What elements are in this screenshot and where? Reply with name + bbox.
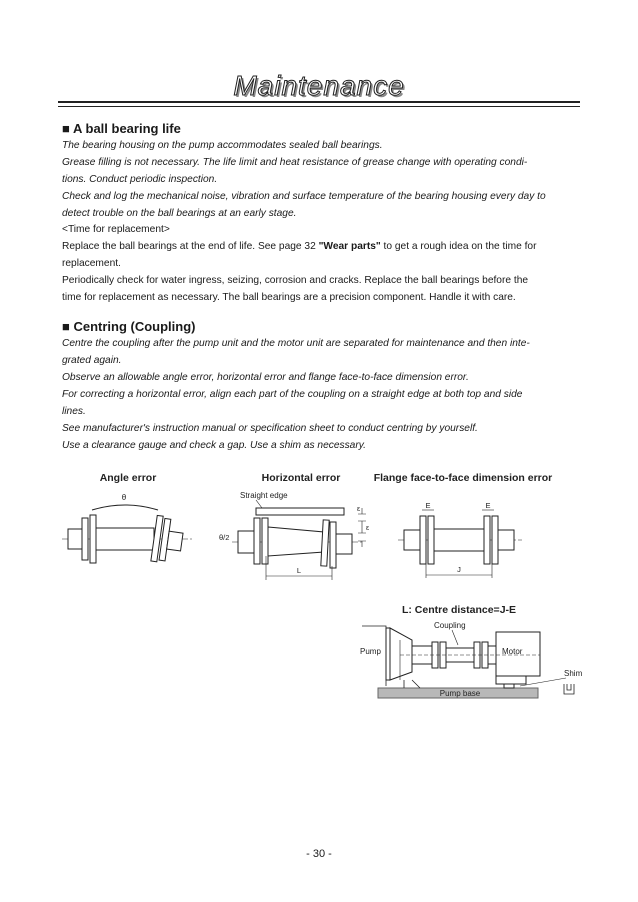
half-theta-label: θ/2 [219,533,230,542]
wear-parts-ref: "Wear parts" [318,241,381,252]
text-span: to get a rough idea on the time for [380,241,537,252]
shim-label: Shim [564,669,583,678]
theta-label: θ [121,493,127,502]
motor-label: Motor [502,647,523,656]
text-line: Observe an allowable angle error, horizontal error and flange face-to-face dimension error. [62,372,469,383]
epsilon-label: ε [366,525,370,532]
pump-label: Pump [360,647,381,656]
text-line: The bearing housing on the pump accommodates sealed ball bearings. [62,140,383,151]
text-line: time for replacement as necessary. The ball bearings are a precision component. Handle it with care. [62,292,516,303]
coupling-label: Coupling [434,621,466,630]
j-dimension-label: J [457,565,461,574]
e-label: E [425,501,431,510]
text-line: See manufacturer's instruction manual or specification sheet to conduct centring by yourself. [62,423,478,434]
text-line: grated again. [62,355,122,366]
page-title: Maintenance [233,70,405,101]
centring-heading: ■ Centring (Coupling) [62,319,196,334]
text-line: tions. Conduct periodic inspection. [62,174,218,185]
time-heading: <Time for replacement> [62,224,170,235]
e-label: E [485,501,491,510]
l-dimension-label: L [296,566,302,575]
centre-distance-formula: L: Centre distance=J-E [401,604,517,616]
text-line: Check and log the mechanical noise, vibration and surface temperature of the bearing housing every day to [62,191,546,202]
text-line: Use a clearance gauge and check a gap. Use a shim as necessary. [62,440,366,451]
horizontal-error-title: Horizontal error [261,472,341,484]
text-line: replacement. [62,258,121,269]
angle-error-title: Angle error [99,472,157,484]
angle-arc [92,505,158,510]
text-line: Periodically check for water ingress, seizing, corrosion and cracks. Replace the ball bearings before the [62,275,529,286]
epsilon-label: ε [357,506,361,513]
text-line: detect trouble on the ball bearings at an early stage. [62,208,297,219]
text-line: Centre the coupling after the pump unit and the motor unit are separated for maintenance and then inte- [62,338,530,349]
flange-error-title: Flange face-to-face dimension error [373,472,553,484]
text-line: lines. [62,406,86,417]
ball-bearing-heading: ■ A ball bearing life [62,121,181,136]
angle-error-diagram [62,493,192,565]
text-line: For correcting a horizontal error, align each part of the coupling on a straight edge at both top and side [62,389,523,400]
text-span: Replace the ball bearings at the end of life. See page 32 [62,241,319,252]
pump-base-label: Pump base [439,689,481,698]
pump-motor-assembly [360,621,583,698]
shim-icon [564,684,574,694]
straight-edge-label: Straight edge [240,491,288,500]
horizontal-error-diagram [219,491,369,580]
flange-error-diagram [398,501,522,578]
text-line: Grease filling is not necessary. The life limit and heat resistance of grease change with operating condi- [62,157,528,168]
page-number: - 30 - [306,848,332,860]
